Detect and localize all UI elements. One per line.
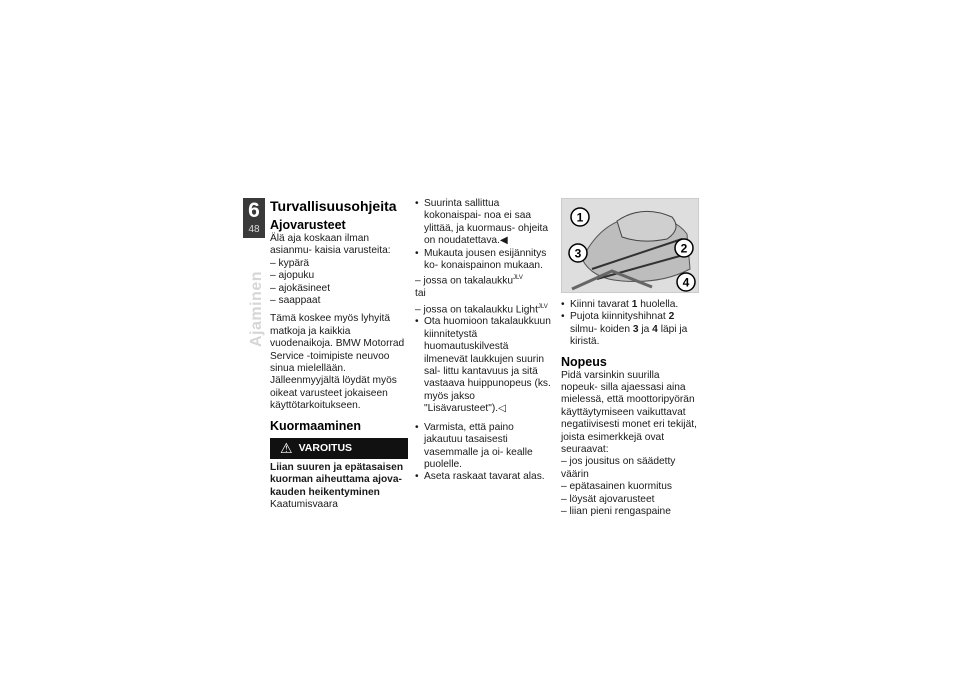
gear-heading: Ajovarusteet (270, 218, 346, 232)
gear-note: Tämä koskee myös lyhyitä matkoja ja kaikkia vuodenaikoja. BMW Motorrad Service -toimipiste neuvoo sinua mielellään. Jälleenmyyjältä löydät myös oikeat varusteet jokaiseen käyttötarkoitukseen. (270, 313, 405, 412)
luggage-strap-figure (561, 198, 699, 293)
list-item: – jossa on takalaukku Light$^{JLV}$ (415, 303, 548, 316)
list-item: – jos jousitus on säädetty väärin (561, 456, 676, 480)
list-item: • Pujota kiinnityshihnat 2 silmu- koiden 3 ja 4 läpi ja kiristä. (561, 311, 699, 348)
speed-text: Pidä varsinkin suurilla nopeuk- silla ajaessasi aina mielessä, että moottoripyörän käyttäytymiseen vaikuttavat negatiivisesti monet eri tekijät, joista esimerkkejä ovat seuraavat: (561, 369, 697, 456)
list-item: • Suurinta sallittua kokonaispai- noa ei saa ylittää, ja kuormaus- ohjeita on noudatettava.◀ (415, 198, 553, 248)
chapter-tab (243, 198, 265, 238)
list-item: – kypärä (270, 257, 310, 269)
side-chapter-label: Ajaminen (248, 271, 265, 348)
list-item: – löysät ajovarusteet (561, 493, 655, 505)
column-2 (415, 198, 553, 484)
warning-banner (270, 438, 408, 459)
chapter-number: 6 (248, 199, 260, 222)
load-heading: Kuormaaminen (270, 418, 361, 433)
list-item: • Aseta raskaat tavarat alas. (415, 471, 553, 483)
list-item: • Kiinni tavarat 1 huolella. (561, 299, 699, 311)
figure-label-3: 3 (574, 246, 582, 261)
column-3 (561, 198, 699, 519)
gear-intro: Älä aja koskaan ilman asianmu- kaisia varusteita: (270, 233, 391, 257)
list-item: – saappaat (270, 295, 321, 307)
list-item: • Ota huomioon takalaukkuun kiinnitetystä huomautuskilvestä ilmenevät laukkujen suurin sal- littu kantavuus ja sitä vastaava huippunopeus (ks. myös jakso "Lisävarusteet").◁ (415, 316, 553, 415)
page-number: 48 (248, 224, 260, 235)
warning-text: Kaatumisvaara (270, 498, 338, 510)
speed-heading: Nopeus (561, 354, 607, 369)
list-item: – ajopuku (270, 270, 315, 282)
or-text: tai (415, 288, 426, 300)
list-item: – epätasainen kuormitus (561, 481, 673, 493)
figure-label-4: 4 (682, 275, 690, 290)
list-item: – ajokäsineet (270, 282, 331, 294)
warning-title: Liian suuren ja epätasaisen kuorman aiheuttama ajova- kauden heikentyminen (270, 461, 404, 498)
warning-triangle-icon: ⚠ (280, 439, 293, 456)
page-title: Turvallisuusohjeita (270, 198, 397, 214)
column-1 (270, 198, 408, 511)
figure-label-1: 1 (576, 210, 584, 225)
list-item: • Mukauta jousen esijännitys ko- konaispainon mukaan. (415, 248, 553, 273)
list-item: – jossa on takalaukku$^{JLV}$ (415, 275, 523, 287)
list-item: • Varmista, että paino jakautuu tasaisesti vasemmalle ja oi- kealle puolelle. (415, 422, 553, 472)
figure-label-2: 2 (680, 241, 688, 256)
warning-label: VAROITUS (298, 441, 353, 454)
list-item: – liian pieni rengaspaine (561, 506, 671, 518)
